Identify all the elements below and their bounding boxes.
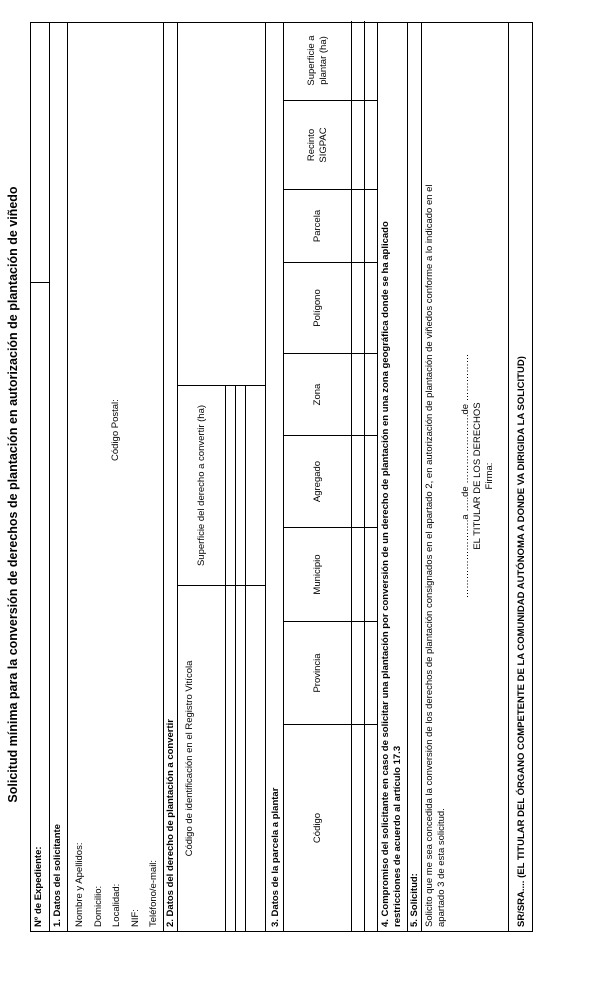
parcel-col-municipio: Municipio [284,528,351,622]
parcel-col-zona: Zona [284,354,351,436]
request-text-line2: apartado 3 de esta solicitud. [436,808,447,927]
nif-field-label[interactable]: NIF: [129,909,141,927]
request-text [424,184,448,927]
rights-cell-code-1[interactable] [225,586,245,931]
parcel-body-div-2 [351,621,378,622]
section1-heading: 1. Datos del solicitante [52,824,63,927]
parcel-body-div-5 [351,353,378,354]
section4-row [377,23,407,931]
signature-label[interactable]: Firma: [484,462,495,490]
parcel-col-superficie: Superficie a plantar (ha) [284,21,351,101]
section3-heading-row [265,23,283,931]
parcel-col-parcela: Parcela [284,190,351,263]
parcel-col-recinto: Recinto SIGPAC [284,101,351,190]
applicant-data-block [67,23,163,931]
parcel-body-div-6 [351,262,378,263]
page-title: Solicitud mínima para la conversión de derechos de plantación en autorización de plantación de viñedo [6,186,20,803]
expediente-label: Nº de Expediente: [33,846,44,927]
parcel-row-line-1 [364,21,365,931]
rights-table [177,23,265,931]
postal-code-label[interactable]: Código Postal: [110,399,121,461]
rights-col-divider [178,385,225,386]
section4-heading [378,23,404,931]
footer-row [508,23,534,931]
section5-heading: 5. Solicitud: [409,873,420,927]
parcel-body-div-8 [351,100,378,101]
phone-email-field-label[interactable]: Teléfono/e-mail: [148,859,159,927]
section4-heading-line1: 4. Compromiso del solicitante en caso de solicitar una plantación por conversión de un derecho de plantación en una zona geográfica donde se ha aplicado [380,221,391,927]
rights-cell-surface-1[interactable] [225,386,245,586]
parcel-table [283,23,377,931]
signature-title: EL TITULAR DE LOS DERECHOS [472,402,483,550]
rights-col-surface: Superficie del derecho a convertir (ha) [178,386,225,586]
addressee-footer: SR/SRA.... (EL TITULAR DEL ÓRGANO COMPETENTE DE LA COMUNIDAD AUTÓNOMA A DONDE VA DIRIGIDA LA SOLICITUD) [516,356,527,927]
applicant-fields [71,843,164,927]
section5-heading-row [407,23,421,931]
locality-field-label[interactable]: Localidad: [111,883,122,927]
parcel-col-codigo: Código [312,812,323,844]
parcel-body-div-4 [351,435,378,436]
expediente-row [31,23,49,931]
parcel-col-provincia: Provincia [284,622,351,725]
parcel-header-line [351,21,352,931]
signature-block [460,21,496,931]
rights-row-line-2 [245,386,246,931]
section2-heading: 2. Datos del derecho de plantación a convertir [165,718,176,927]
address-field-label[interactable]: Domicilio: [92,885,104,927]
section3-heading: 3. Datos de la parcela a plantar [270,787,281,927]
request-block [421,23,508,931]
parcel-body-div-3 [351,527,378,528]
expediente-value-field[interactable] [31,21,49,283]
section1-heading-row [49,23,67,931]
application-form [30,22,533,932]
parcel-body-div-1 [351,724,378,725]
date-line[interactable]: …………………….a …..de ………………….de …………… [460,353,471,599]
section2-heading-row [163,23,177,931]
request-text-line1: Solicito que me sea concedida la conversión de los derechos de plantación consignados en el apartado 2, en autorización de plantación de viñedos conforme a lo indicado en el [424,184,435,927]
parcel-body-div-7 [351,189,378,190]
rights-col-registry-code: Código de identificación en el Registro Vitícola [184,660,195,857]
section4-heading-line2: restricciones de acuerdo al artículo 17.3 [392,745,403,927]
parcel-col-agregado: Agregado [284,436,351,528]
name-field-label[interactable]: Nombre y Apellidos: [74,842,85,927]
parcel-col-poligono: Polígono [284,263,351,354]
